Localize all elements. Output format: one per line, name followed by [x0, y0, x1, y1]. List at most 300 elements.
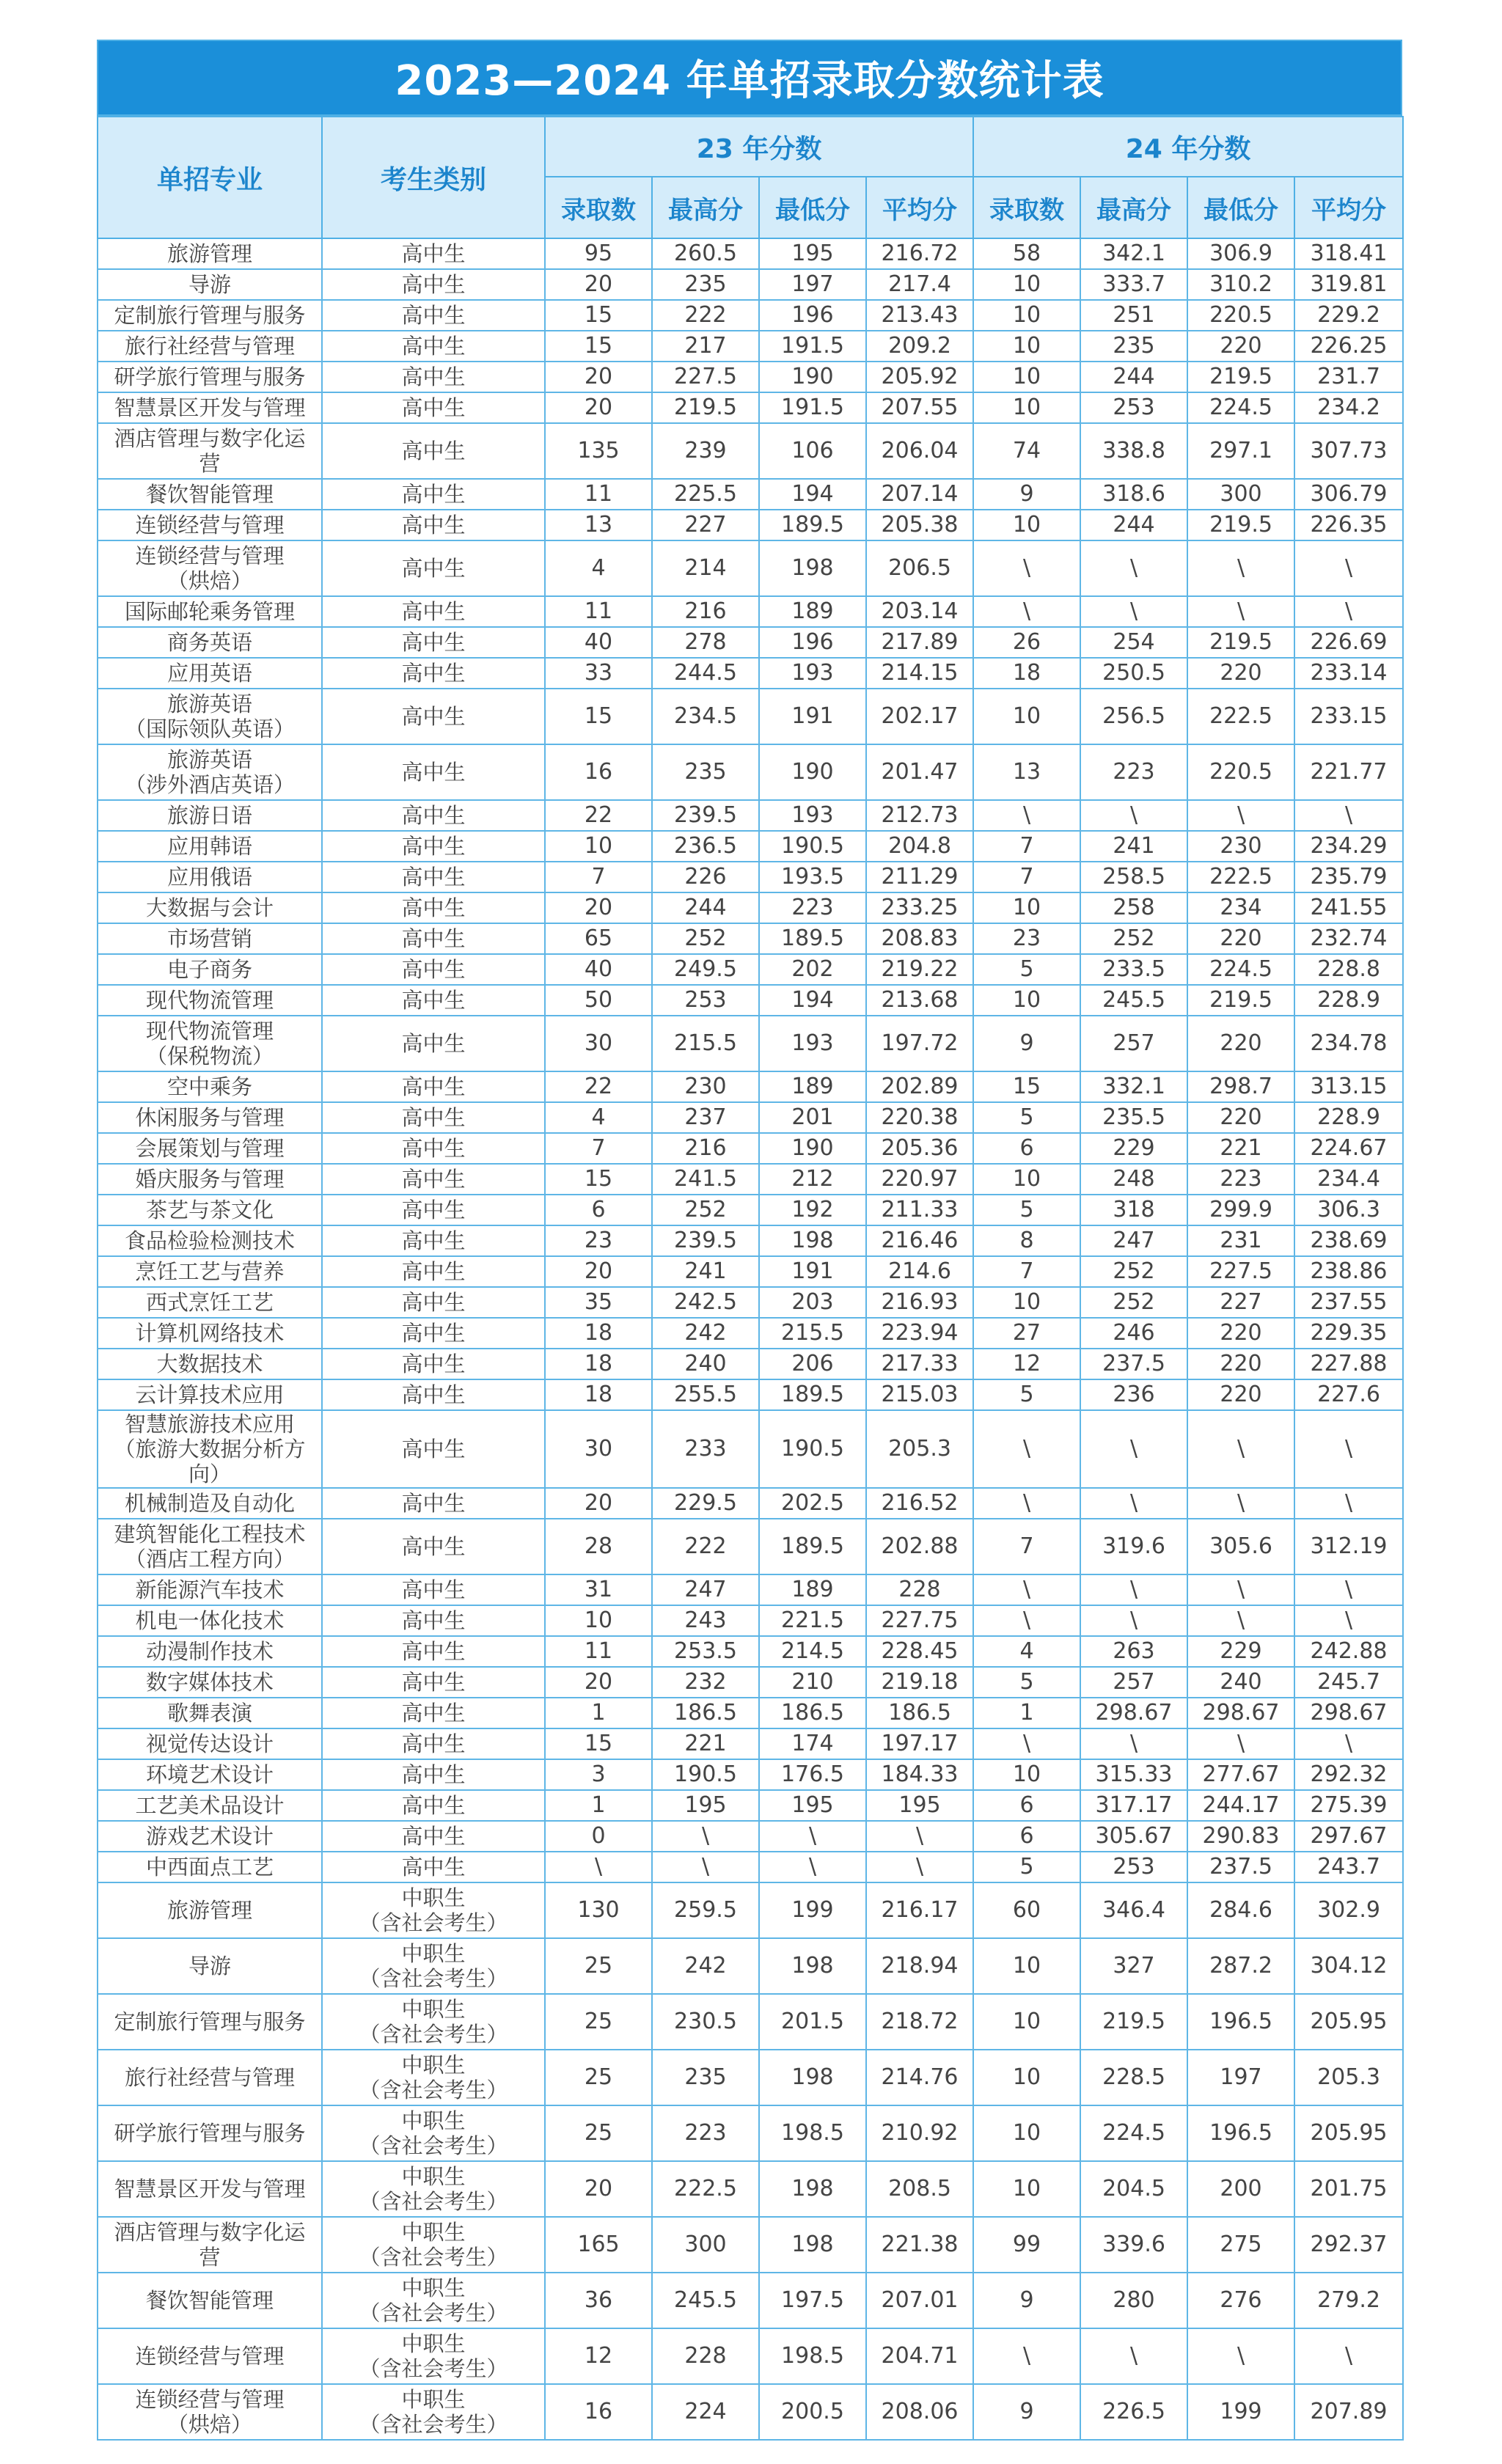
- min-23-cell: 189: [759, 1574, 866, 1605]
- category-cell-line: 中职生: [401, 2108, 466, 2133]
- major-cell-line: 智慧景区开发与管理: [114, 395, 306, 420]
- category-cell: [322, 1287, 545, 1318]
- table-row: [98, 1605, 1403, 1636]
- max-23-cell: 221: [652, 1728, 759, 1759]
- admitted-23-cell: 1: [545, 1698, 652, 1728]
- major-cell: [98, 479, 322, 510]
- score-table: [97, 116, 1404, 2441]
- table-row: [98, 2105, 1403, 2161]
- admitted-24-cell: 9: [973, 1016, 1080, 1071]
- category-cell: [322, 2217, 545, 2273]
- max-24-cell: 233.5: [1080, 954, 1187, 985]
- admitted-24-cell: 5: [973, 1852, 1080, 1882]
- major-cell: [98, 1256, 322, 1287]
- admitted-24-cell: 9: [973, 2384, 1080, 2440]
- min-24-cell: 220: [1187, 1379, 1294, 1410]
- max-24-cell: 224.5: [1080, 2105, 1187, 2161]
- admitted-24-cell: 10: [973, 1938, 1080, 1994]
- avg-23-cell: 216.52: [866, 1488, 973, 1519]
- major-cell: [98, 540, 322, 596]
- category-cell: [322, 2273, 545, 2328]
- min-23-cell: 176.5: [759, 1759, 866, 1790]
- max-23-cell: 242: [652, 1938, 759, 1994]
- major-cell: [98, 1605, 322, 1636]
- major-cell-line: 现代物流管理: [145, 1019, 274, 1044]
- category-cell-line: 高中生: [401, 241, 466, 266]
- category-cell: [322, 862, 545, 892]
- category-cell: [322, 510, 545, 540]
- major-cell-line: 游戏艺术设计: [145, 1824, 274, 1849]
- major-cell-line: 智慧景区开发与管理: [114, 2177, 306, 2201]
- major-cell: [98, 1164, 322, 1195]
- category-cell-line: （含社会考生）: [359, 2300, 508, 2325]
- table-row: [98, 1759, 1403, 1790]
- major-cell-line: 烹饪工艺与营养: [135, 1259, 285, 1284]
- major-cell: [98, 1318, 322, 1349]
- avg-23-cell: 214.15: [866, 658, 973, 689]
- max-23-cell: 241.5: [652, 1164, 759, 1195]
- avg-23-cell: 205.92: [866, 362, 973, 392]
- category-cell-line: （含社会考生）: [359, 2078, 508, 2102]
- major-cell: [98, 923, 322, 954]
- min-23-cell: 194: [759, 479, 866, 510]
- max-23-cell: 239.5: [652, 1225, 759, 1256]
- min-24-cell: 222.5: [1187, 862, 1294, 892]
- admitted-24-cell: 5: [973, 1102, 1080, 1133]
- avg-24-cell: 234.78: [1294, 1016, 1403, 1071]
- avg-24-cell: 224.67: [1294, 1133, 1403, 1164]
- max-24-cell: 253: [1080, 392, 1187, 423]
- table-row: [98, 1574, 1403, 1605]
- table-row: [98, 392, 1403, 423]
- major-cell-line: 旅游英语: [166, 747, 252, 772]
- min-24-cell: 284.6: [1187, 1882, 1294, 1938]
- category-cell-line: 高中生: [401, 1824, 466, 1849]
- min-23-cell: 189.5: [759, 1379, 866, 1410]
- min-24-cell: 276: [1187, 2273, 1294, 2328]
- major-cell-line: 视觉传达设计: [145, 1731, 274, 1756]
- avg-23-cell: 220.97: [866, 1164, 973, 1195]
- table-row: [98, 831, 1403, 862]
- admitted-23-cell: 23: [545, 1225, 652, 1256]
- avg-23-cell: 208.06: [866, 2384, 973, 2440]
- category-cell-line: （含社会考生）: [359, 1966, 508, 1991]
- major-cell: [98, 1016, 322, 1071]
- category-cell: [322, 1994, 545, 2050]
- table-row: [98, 1728, 1403, 1759]
- admitted-24-cell: 7: [973, 1256, 1080, 1287]
- major-cell: [98, 2161, 322, 2217]
- major-cell-line: 空中乘务: [166, 1074, 252, 1099]
- major-cell: [98, 689, 322, 744]
- admitted-23-cell: 4: [545, 1102, 652, 1133]
- admitted-24-cell: \: [973, 2328, 1080, 2384]
- admitted-23-cell: 25: [545, 2105, 652, 2161]
- max-23-cell: 244: [652, 892, 759, 923]
- table-row: [98, 1164, 1403, 1195]
- min-23-cell: 202: [759, 954, 866, 985]
- major-cell-line: 定制旅行管理与服务: [114, 2009, 306, 2034]
- avg-24-cell: 238.86: [1294, 1256, 1403, 1287]
- category-cell: [322, 1225, 545, 1256]
- max-23-cell: 245.5: [652, 2273, 759, 2328]
- min-23-cell: 191: [759, 689, 866, 744]
- category-cell: [322, 1574, 545, 1605]
- admitted-23-cell: 25: [545, 2050, 652, 2105]
- admitted-24-cell: 10: [973, 1164, 1080, 1195]
- avg-23-cell: 207.55: [866, 392, 973, 423]
- max-24-cell: 298.67: [1080, 1698, 1187, 1728]
- major-cell-line: 茶艺与茶文化: [145, 1198, 274, 1222]
- header-year-24: 24 年分数: [973, 117, 1403, 177]
- admitted-23-cell: 65: [545, 923, 652, 954]
- avg-23-cell: 205.38: [866, 510, 973, 540]
- avg-24-cell: 228.9: [1294, 1102, 1403, 1133]
- avg-23-cell: 216.17: [866, 1882, 973, 1938]
- category-cell-line: 高中生: [401, 1290, 466, 1315]
- avg-24-cell: 237.55: [1294, 1287, 1403, 1318]
- avg-23-cell: 228: [866, 1574, 973, 1605]
- admitted-23-cell: 18: [545, 1318, 652, 1349]
- category-cell-line: 高中生: [401, 957, 466, 982]
- min-23-cell: 191.5: [759, 331, 866, 362]
- avg-23-cell: 202.17: [866, 689, 973, 744]
- major-cell-line: （烘焙）: [166, 568, 252, 593]
- major-cell: [98, 1728, 322, 1759]
- min-23-cell: 193: [759, 658, 866, 689]
- admitted-24-cell: 10: [973, 2161, 1080, 2217]
- category-cell-line: 高中生: [401, 334, 466, 359]
- max-24-cell: 327: [1080, 1938, 1187, 1994]
- avg-24-cell: \: [1294, 1605, 1403, 1636]
- avg-23-cell: 208.5: [866, 2161, 973, 2217]
- max-23-cell: 217: [652, 331, 759, 362]
- admitted-24-cell: 10: [973, 985, 1080, 1016]
- category-cell: [322, 658, 545, 689]
- admitted-24-cell: \: [973, 1728, 1080, 1759]
- min-24-cell: 220: [1187, 331, 1294, 362]
- category-cell: [322, 2161, 545, 2217]
- max-23-cell: 214: [652, 540, 759, 596]
- max-24-cell: 226.5: [1080, 2384, 1187, 2440]
- admitted-23-cell: 20: [545, 1256, 652, 1287]
- category-cell-line: 高中生: [401, 1534, 466, 1559]
- admitted-24-cell: 10: [973, 331, 1080, 362]
- category-cell: [322, 1759, 545, 1790]
- major-cell-line: 旅行社经营与管理: [124, 2065, 295, 2090]
- max-24-cell: 263: [1080, 1636, 1187, 1667]
- min-24-cell: 234: [1187, 892, 1294, 923]
- major-cell: [98, 954, 322, 985]
- min-23-cell: 193: [759, 1016, 866, 1071]
- min-24-cell: 220: [1187, 1318, 1294, 1349]
- major-cell-line: 市场营销: [166, 926, 252, 951]
- table-row: [98, 423, 1403, 479]
- admitted-23-cell: 15: [545, 331, 652, 362]
- admitted-24-cell: 9: [973, 2273, 1080, 2328]
- major-cell-line: 食品检验检测技术: [124, 1228, 295, 1253]
- avg-24-cell: \: [1294, 596, 1403, 627]
- table-row: [98, 1636, 1403, 1667]
- category-cell-line: 高中生: [401, 988, 466, 1013]
- category-cell: [322, 2384, 545, 2440]
- table-row: [98, 1790, 1403, 1821]
- major-cell-line: 旅游管理: [166, 241, 252, 266]
- major-cell-line: 旅游英语: [166, 692, 252, 716]
- admitted-24-cell: 13: [973, 744, 1080, 800]
- admitted-23-cell: 33: [545, 658, 652, 689]
- avg-23-cell: 212.73: [866, 800, 973, 831]
- min-24-cell: 310.2: [1187, 269, 1294, 300]
- major-cell: [98, 331, 322, 362]
- min-23-cell: 195: [759, 1790, 866, 1821]
- category-cell: [322, 300, 545, 331]
- category-cell: [322, 269, 545, 300]
- avg-24-cell: 307.73: [1294, 423, 1403, 479]
- avg-24-cell: 238.69: [1294, 1225, 1403, 1256]
- min-23-cell: \: [759, 1821, 866, 1852]
- max-23-cell: 224: [652, 2384, 759, 2440]
- category-cell: [322, 2050, 545, 2105]
- major-cell-line: 会展策划与管理: [135, 1136, 285, 1161]
- max-24-cell: 253: [1080, 1852, 1187, 1882]
- category-cell-line: （含社会考生）: [359, 2412, 508, 2437]
- admitted-23-cell: 6: [545, 1195, 652, 1225]
- admitted-24-cell: 10: [973, 2050, 1080, 2105]
- avg-24-cell: \: [1294, 540, 1403, 596]
- category-cell-line: 高中生: [401, 1762, 466, 1787]
- avg-23-cell: 228.45: [866, 1636, 973, 1667]
- category-cell: [322, 1256, 545, 1287]
- table-row: [98, 1852, 1403, 1882]
- category-cell: [322, 689, 545, 744]
- max-23-cell: 216: [652, 596, 759, 627]
- admitted-24-cell: 7: [973, 1519, 1080, 1574]
- max-23-cell: 227: [652, 510, 759, 540]
- major-cell-line: 歌舞表演: [166, 1701, 252, 1726]
- max-24-cell: 319.6: [1080, 1519, 1187, 1574]
- avg-23-cell: 202.88: [866, 1519, 973, 1574]
- min-23-cell: 190.5: [759, 831, 866, 862]
- admitted-24-cell: 15: [973, 1071, 1080, 1102]
- min-24-cell: 237.5: [1187, 1852, 1294, 1882]
- avg-24-cell: 298.67: [1294, 1698, 1403, 1728]
- table-row: [98, 540, 1403, 596]
- min-23-cell: 191: [759, 1256, 866, 1287]
- major-cell: [98, 2105, 322, 2161]
- max-24-cell: 332.1: [1080, 1071, 1187, 1102]
- max-24-cell: 318: [1080, 1195, 1187, 1225]
- admitted-23-cell: 11: [545, 479, 652, 510]
- admitted-23-cell: 7: [545, 1133, 652, 1164]
- min-24-cell: \: [1187, 1574, 1294, 1605]
- avg-24-cell: 235.79: [1294, 862, 1403, 892]
- max-24-cell: \: [1080, 1574, 1187, 1605]
- table-row: [98, 2161, 1403, 2217]
- avg-24-cell: 226.25: [1294, 331, 1403, 362]
- avg-24-cell: 229.2: [1294, 300, 1403, 331]
- header-23-avg: 平均分: [866, 177, 973, 238]
- min-24-cell: \: [1187, 1605, 1294, 1636]
- admitted-24-cell: \: [973, 540, 1080, 596]
- min-24-cell: 219.5: [1187, 627, 1294, 658]
- admitted-24-cell: 7: [973, 862, 1080, 892]
- header-category: 考生类别: [322, 117, 545, 238]
- avg-23-cell: 214.76: [866, 2050, 973, 2105]
- major-cell-line: （旅游大数据分析方向）: [114, 1437, 306, 1486]
- admitted-23-cell: 13: [545, 510, 652, 540]
- admitted-24-cell: 12: [973, 1349, 1080, 1379]
- max-24-cell: \: [1080, 2328, 1187, 2384]
- avg-23-cell: 219.22: [866, 954, 973, 985]
- avg-23-cell: 211.33: [866, 1195, 973, 1225]
- avg-24-cell: 302.9: [1294, 1882, 1403, 1938]
- major-cell-line: 旅游管理: [166, 1898, 252, 1923]
- avg-23-cell: 203.14: [866, 596, 973, 627]
- major-cell: [98, 1636, 322, 1667]
- category-cell-line: 高中生: [401, 1577, 466, 1602]
- avg-24-cell: 227.88: [1294, 1349, 1403, 1379]
- category-cell-line: 高中生: [401, 1670, 466, 1695]
- major-cell: [98, 1938, 322, 1994]
- table-row: [98, 954, 1403, 985]
- min-23-cell: 193.5: [759, 862, 866, 892]
- major-cell-line: 机械制造及自动化: [124, 1491, 295, 1516]
- admitted-23-cell: 4: [545, 540, 652, 596]
- avg-23-cell: 218.94: [866, 1938, 973, 1994]
- table-row: [98, 1225, 1403, 1256]
- table-row: [98, 2217, 1403, 2273]
- category-cell-line: 高中生: [401, 1701, 466, 1726]
- category-cell: [322, 800, 545, 831]
- major-cell-line: 西式烹饪工艺: [145, 1290, 274, 1315]
- min-24-cell: 199: [1187, 2384, 1294, 2440]
- avg-23-cell: 233.25: [866, 892, 973, 923]
- category-cell-line: 高中生: [401, 303, 466, 328]
- table-row: [98, 892, 1403, 923]
- avg-24-cell: 275.39: [1294, 1790, 1403, 1821]
- max-23-cell: 234.5: [652, 689, 759, 744]
- category-cell-line: （含社会考生）: [359, 2356, 508, 2381]
- min-24-cell: 220: [1187, 1349, 1294, 1379]
- avg-23-cell: 217.89: [866, 627, 973, 658]
- admitted-24-cell: 10: [973, 2105, 1080, 2161]
- admitted-24-cell: 10: [973, 892, 1080, 923]
- min-23-cell: 198: [759, 2161, 866, 2217]
- min-23-cell: 106: [759, 423, 866, 479]
- major-cell-line: 国际邮轮乘务管理: [124, 599, 295, 624]
- admitted-24-cell: 5: [973, 1195, 1080, 1225]
- category-cell: [322, 627, 545, 658]
- max-24-cell: 241: [1080, 831, 1187, 862]
- major-cell: [98, 862, 322, 892]
- category-cell: [322, 954, 545, 985]
- admitted-24-cell: 74: [973, 423, 1080, 479]
- max-24-cell: 246: [1080, 1318, 1187, 1349]
- min-24-cell: 220.5: [1187, 744, 1294, 800]
- table-row: [98, 331, 1403, 362]
- admitted-23-cell: 30: [545, 1016, 652, 1071]
- table-row: [98, 658, 1403, 689]
- major-cell: [98, 1698, 322, 1728]
- min-23-cell: 189.5: [759, 1519, 866, 1574]
- max-24-cell: 248: [1080, 1164, 1187, 1195]
- admitted-23-cell: 165: [545, 2217, 652, 2273]
- avg-23-cell: 201.47: [866, 744, 973, 800]
- major-cell-line: 旅行社经营与管理: [124, 334, 295, 359]
- min-23-cell: 223: [759, 892, 866, 923]
- max-24-cell: 318.6: [1080, 479, 1187, 510]
- header-24-avg: 平均分: [1294, 177, 1403, 238]
- avg-23-cell: 219.18: [866, 1667, 973, 1698]
- max-23-cell: 227.5: [652, 362, 759, 392]
- table-row: [98, 627, 1403, 658]
- min-23-cell: 191.5: [759, 392, 866, 423]
- max-24-cell: 305.67: [1080, 1821, 1187, 1852]
- score-table-sheet: [97, 40, 1402, 2441]
- header-23-min: 最低分: [759, 177, 866, 238]
- category-cell-line: 高中生: [401, 1382, 466, 1407]
- major-cell: [98, 831, 322, 862]
- major-cell: [98, 423, 322, 479]
- category-cell: [322, 1133, 545, 1164]
- category-cell-line: 中职生: [401, 2387, 466, 2412]
- table-row: [98, 269, 1403, 300]
- max-24-cell: \: [1080, 596, 1187, 627]
- min-23-cell: \: [759, 1852, 866, 1882]
- min-23-cell: 190: [759, 744, 866, 800]
- min-24-cell: \: [1187, 800, 1294, 831]
- category-cell-line: 高中生: [401, 1031, 466, 1056]
- admitted-23-cell: 20: [545, 892, 652, 923]
- min-24-cell: 298.67: [1187, 1698, 1294, 1728]
- avg-24-cell: \: [1294, 1728, 1403, 1759]
- avg-23-cell: 205.36: [866, 1133, 973, 1164]
- min-24-cell: 297.1: [1187, 423, 1294, 479]
- major-cell: [98, 1195, 322, 1225]
- major-cell: [98, 892, 322, 923]
- category-cell: [322, 1195, 545, 1225]
- max-24-cell: \: [1080, 1410, 1187, 1488]
- table-row: [98, 1318, 1403, 1349]
- category-cell: [322, 1519, 545, 1574]
- max-24-cell: 252: [1080, 1287, 1187, 1318]
- min-23-cell: 189: [759, 1071, 866, 1102]
- major-cell-line: 连锁经营与管理: [135, 543, 285, 568]
- min-24-cell: \: [1187, 540, 1294, 596]
- min-24-cell: 219.5: [1187, 362, 1294, 392]
- admitted-24-cell: 26: [973, 627, 1080, 658]
- admitted-23-cell: \: [545, 1852, 652, 1882]
- max-23-cell: 247: [652, 1574, 759, 1605]
- max-24-cell: 235: [1080, 331, 1187, 362]
- max-24-cell: 342.1: [1080, 238, 1187, 269]
- min-24-cell: 240: [1187, 1667, 1294, 1698]
- major-cell-line: 研学旅行管理与服务: [114, 364, 306, 389]
- min-24-cell: 300: [1187, 479, 1294, 510]
- admitted-24-cell: \: [973, 1410, 1080, 1488]
- category-cell-line: 高中生: [401, 895, 466, 920]
- avg-23-cell: 218.72: [866, 1994, 973, 2050]
- admitted-24-cell: 10: [973, 1994, 1080, 2050]
- category-cell: [322, 1379, 545, 1410]
- table-row: [98, 1821, 1403, 1852]
- max-23-cell: 237: [652, 1102, 759, 1133]
- admitted-24-cell: 27: [973, 1318, 1080, 1349]
- major-cell-line: 应用俄语: [166, 865, 252, 890]
- major-cell-line: 休闲服务与管理: [135, 1105, 285, 1130]
- max-24-cell: 252: [1080, 923, 1187, 954]
